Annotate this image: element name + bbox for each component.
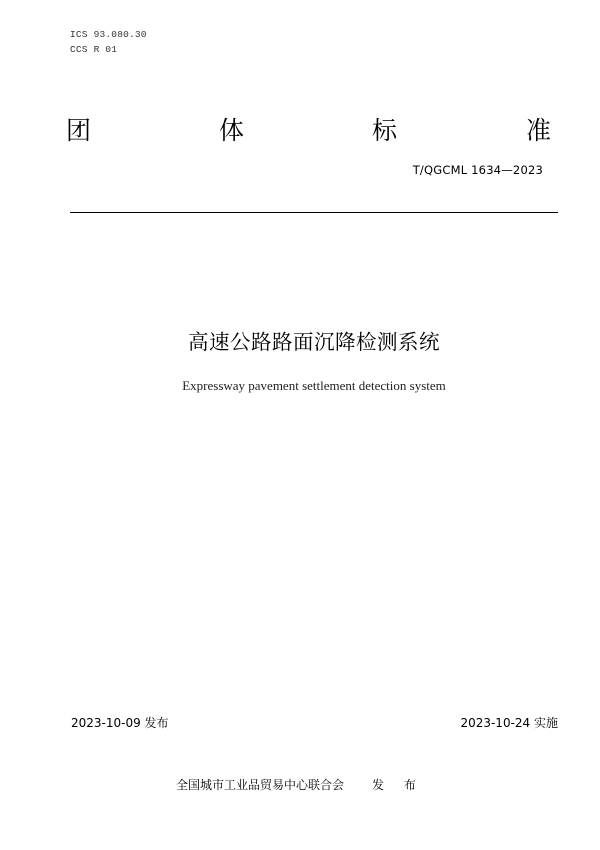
issue-label: 发 布 [372,778,424,792]
ics-code: ICS 93.080.30 [70,29,147,40]
document-title: 高速公路路面沉降检测系统 [188,330,440,354]
heading-char: 准 [526,116,552,145]
heading-char: 标 [372,116,398,145]
header-divider [70,212,558,213]
heading-char: 团 [66,116,92,145]
release-date: 2023-10-09 发布 [71,716,169,730]
ccs-code: CCS R 01 [70,44,118,55]
issuer-line [176,777,424,793]
standard-number: T/QGCML 1634—2023 [412,163,543,177]
heading-char: 体 [219,116,245,145]
document-english-title: Expressway pavement settlement detection system [182,378,446,393]
implementation-date: 2023-10-24 实施 [460,716,558,730]
issuer-name: 全国城市工业品贸易中心联合会 [176,778,345,792]
